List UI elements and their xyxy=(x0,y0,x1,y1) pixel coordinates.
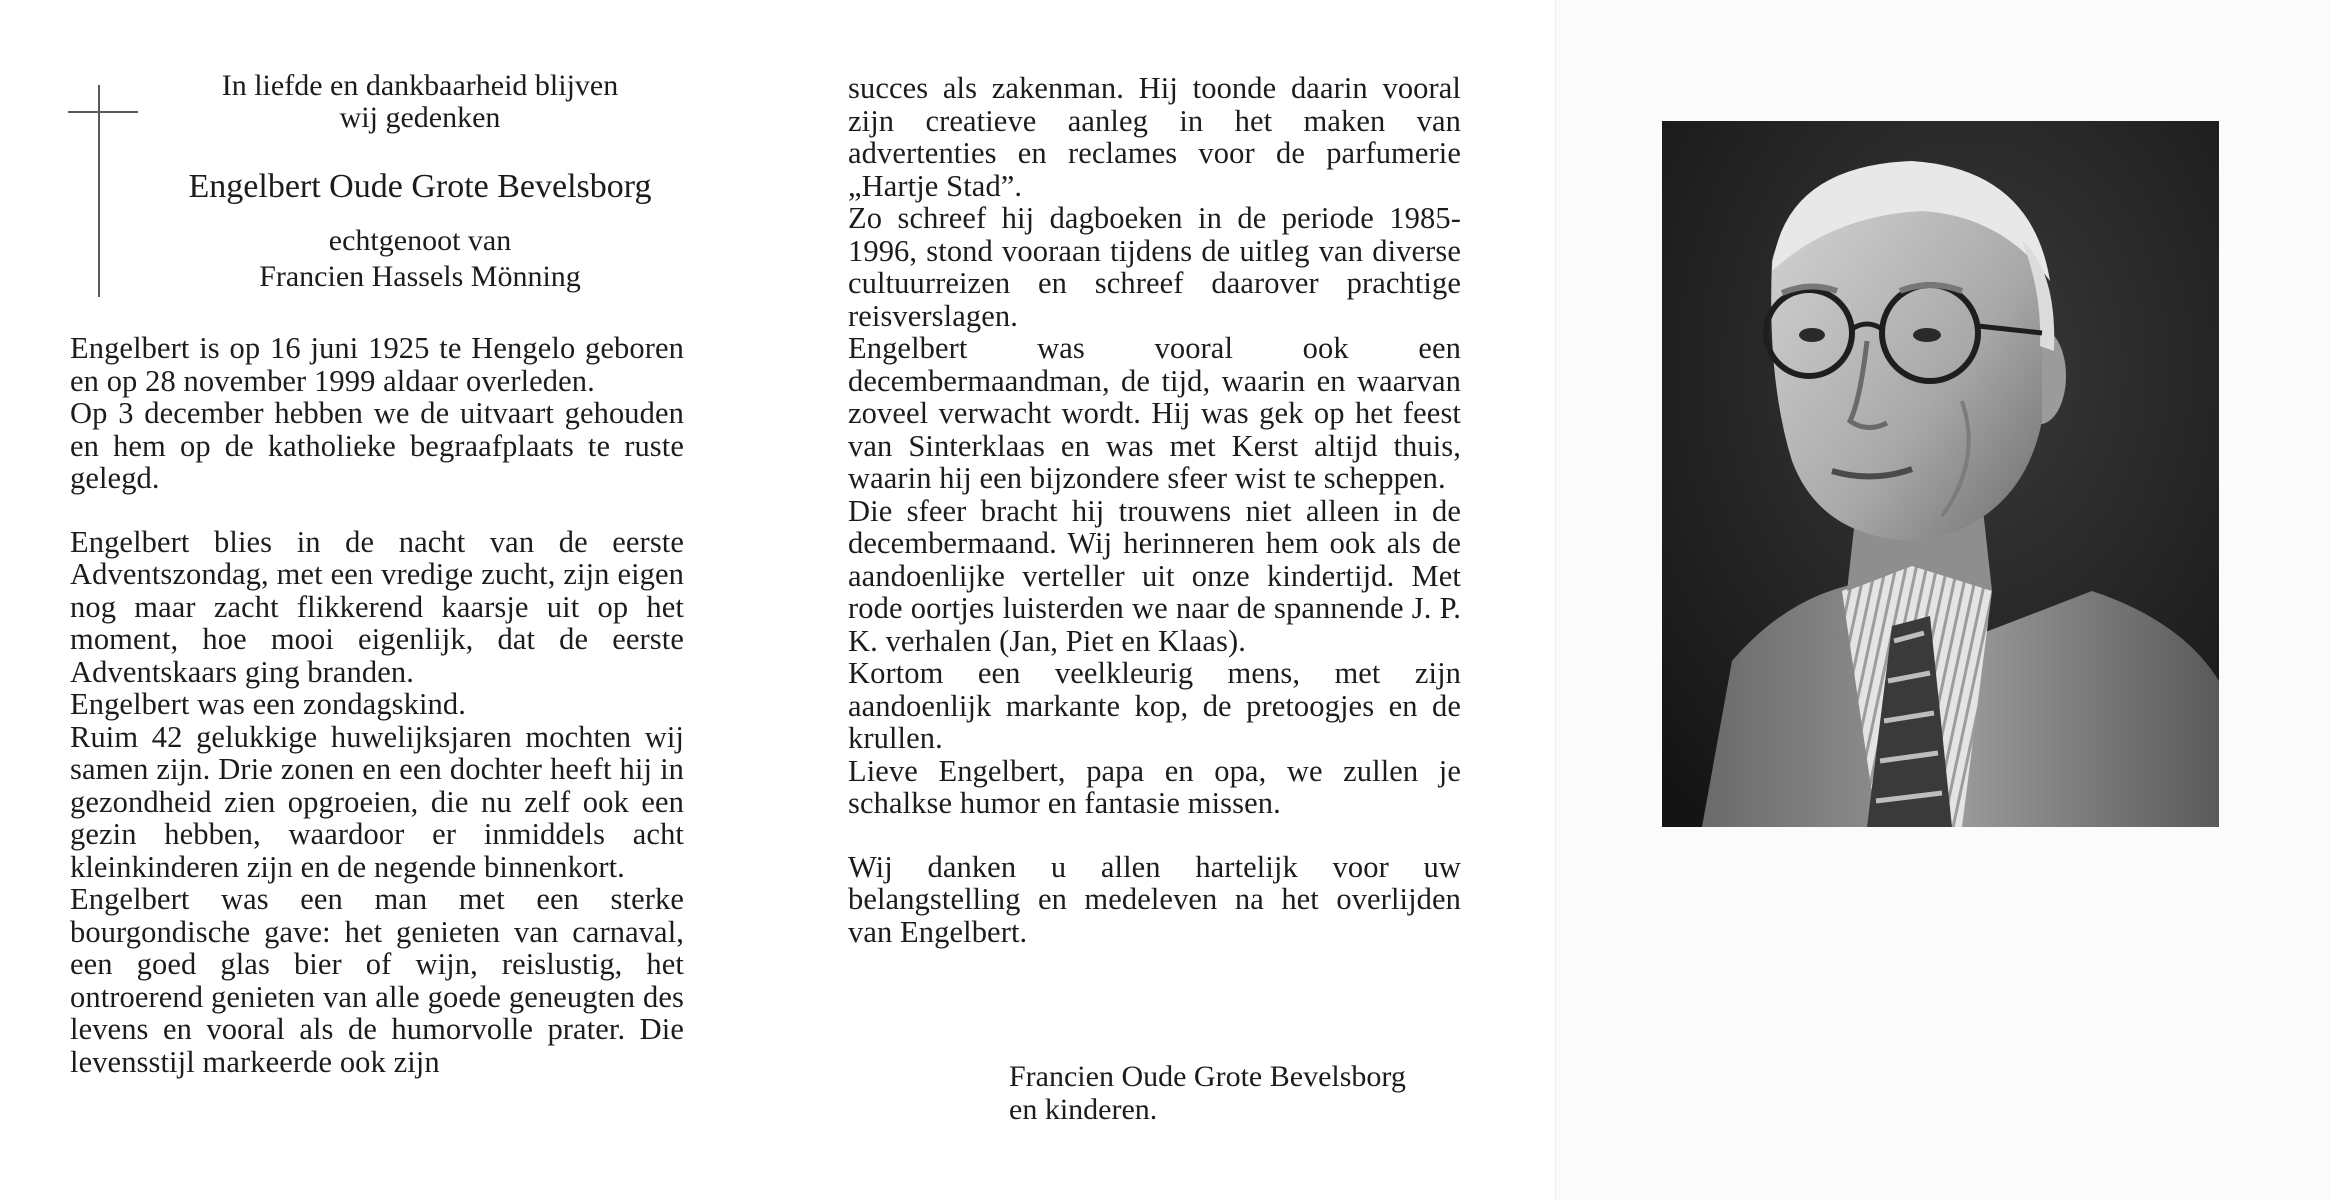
paragraph: Engelbert blies in de nacht van de eerste Adventszondag, met een vredige zucht, zijn eigen nog maar zacht flikkerend kaarsje uit op het moment, hoe mooi eigenlijk, dat de eerste Adventskaars ging branden. xyxy=(70,524,684,689)
paragraph: Die sfeer bracht hij trouwens niet alleen in de decembermaand. Wij herinneren hem ook als de aandoenlijke verteller uit onze kindertijd. Met rode oortjes luisterden we naar de spannende J. P. K. verhalen (Jan, Piet en Klaas). xyxy=(848,493,1461,658)
card-fold-line xyxy=(1555,0,1556,1200)
spouse-block xyxy=(150,223,690,295)
signature-line: Francien Oude Grote Bevelsborg xyxy=(1009,1060,1406,1093)
paragraph: Zo schreef hij dagboeken in de periode 1985-1996, stond vooraan tijdens de uitleg van diverse cultuurreizen en schreef daarover prachtige reisverslagen. xyxy=(848,201,1461,333)
paragraph: Engelbert was een zondagskind. xyxy=(70,687,466,721)
intro-line: wij gedenken xyxy=(339,101,501,134)
intro-text xyxy=(150,70,690,134)
signature-line: en kinderen. xyxy=(1009,1093,1158,1126)
text-column-middle xyxy=(848,72,1461,948)
paragraph: Lieve Engelbert, papa en opa, we zullen je schalkse humor en fantasie missen. xyxy=(848,753,1461,820)
text-column-left xyxy=(70,332,684,1078)
paragraph: Kortom een veelkleurig mens, met zijn aandoenlijk markante kop, de pretoogjes en de krullen. xyxy=(848,656,1461,755)
paragraph: Op 3 december hebben we de uitvaart gehouden en hem op de katholieke begraafplaats te ruste gelegd. xyxy=(70,396,684,495)
paragraph: succes als zakenman. Hij toonde daarin vooral zijn creatieve aanleg in het maken van advertenties en reclames voor de parfumerie „Hartje Stad”. xyxy=(848,71,1461,203)
cross-icon-horizontal xyxy=(68,111,138,113)
paragraph: Wij danken u allen hartelijk voor uw belangstelling en medeleven na het overlijden van Engelbert. xyxy=(848,849,1461,949)
paragraph: Engelbert is op 16 juni 1925 te Hengelo geboren en op 28 november 1999 aldaar overleden. xyxy=(70,331,684,398)
paragraph: Engelbert was een man met een sterke bourgondische gave: het genieten van carnaval, een goed glas bier of wijn, reislustig, het ontroerend genieten van alle goede geneugten des levens en vooral als de humorvolle prater. Die levensstijl markeerde ook zijn xyxy=(70,882,684,1079)
cross-icon-vertical xyxy=(98,85,100,297)
deceased-name: Engelbert Oude Grote Bevelsborg xyxy=(188,168,652,205)
paragraph: Ruim 42 gelukkige huwelijksjaren mochten wij samen zijn. Drie zonen en een dochter heeft hij in gezondheid zien opgroeien, die nu zelf ook een gezin hebben, waardoor er inmiddels acht kleinkinderen zijn en de negende binnenkort. xyxy=(70,719,684,884)
spouse-label: echtgenoot van xyxy=(328,224,512,257)
portrait-photo xyxy=(1662,121,2219,827)
intro-line: In liefde en dankbaarheid blijven xyxy=(221,69,619,102)
spouse-name: Francien Hassels Mönning xyxy=(259,260,581,293)
signature xyxy=(1009,1060,1469,1126)
paragraph: Engelbert was vooral ook een decembermaandman, de tijd, waarin en waarvan zoveel verwacht wordt. Hij was gek op het feest van Sinterklaas en was met Kerst altijd thuis, waarin hij een bijzondere sfeer wist te scheppen. xyxy=(848,331,1461,495)
